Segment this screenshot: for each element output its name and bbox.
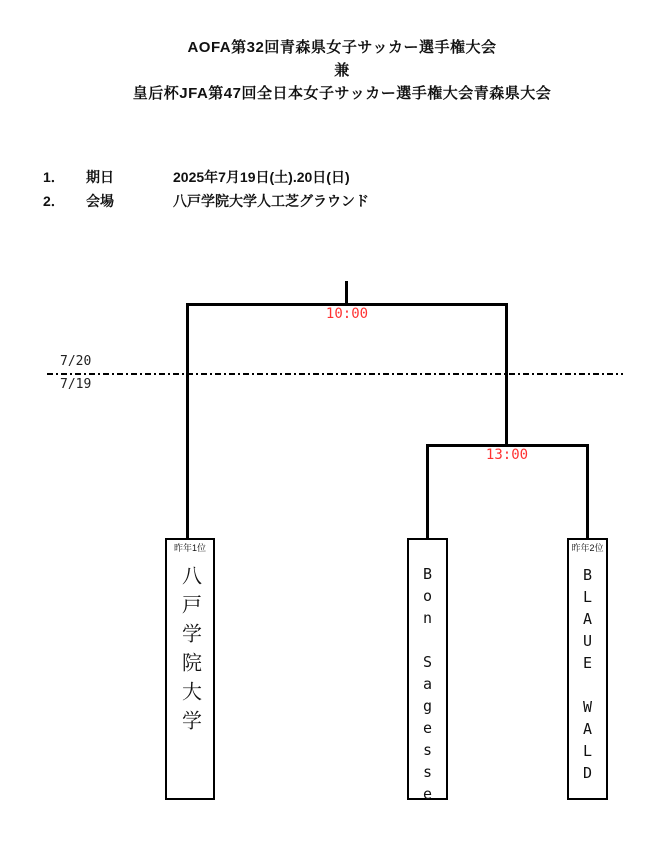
event-info (43, 165, 369, 213)
title-line-3: 皇后杯JFA第47回全日本女子サッカー選手権大会青森県大会 (132, 85, 552, 102)
info-label-date: 期日 (86, 169, 114, 185)
team-name: BLAUE WALD (578, 566, 597, 786)
bracket-right-vertical (505, 303, 508, 447)
team-name: 八戸学院大学 (178, 565, 201, 739)
seed-label: 昨年1位 (173, 543, 206, 553)
title-line-2: 兼 (334, 62, 350, 79)
info-value-venue: 八戸学院大学人工芝グラウンド (173, 193, 369, 209)
info-number: 2． (43, 193, 65, 209)
info-row-date (43, 165, 369, 189)
final-match-time: 10:00 (325, 306, 369, 322)
semifinal-match-time: 13:00 (485, 447, 529, 463)
bracket-middle-vertical (426, 444, 429, 540)
team-name: Bon Sagesse (418, 565, 437, 807)
team-box-hachinohe (165, 538, 215, 800)
info-label-venue: 会場 (86, 193, 114, 209)
info-value-date: 2025年7月19日(土).20日(日) (173, 169, 350, 185)
bracket-left-vertical (186, 303, 189, 540)
bracket-far-right-vertical (586, 444, 589, 540)
title-line-1: AOFA第32回青森県女子サッカー選手権大会 (187, 39, 497, 56)
date-label-719: 7/19 (60, 377, 92, 392)
day-divider-dashed-line (47, 373, 623, 375)
date-label-720: 7/20 (60, 354, 92, 369)
info-number: 1． (43, 169, 65, 185)
team-box-blaue-wald (567, 538, 608, 800)
team-box-bon-sagesse (407, 538, 448, 807)
tournament-title (0, 36, 656, 105)
info-row-venue (43, 189, 369, 213)
seed-label: 昨年2位 (571, 543, 604, 553)
